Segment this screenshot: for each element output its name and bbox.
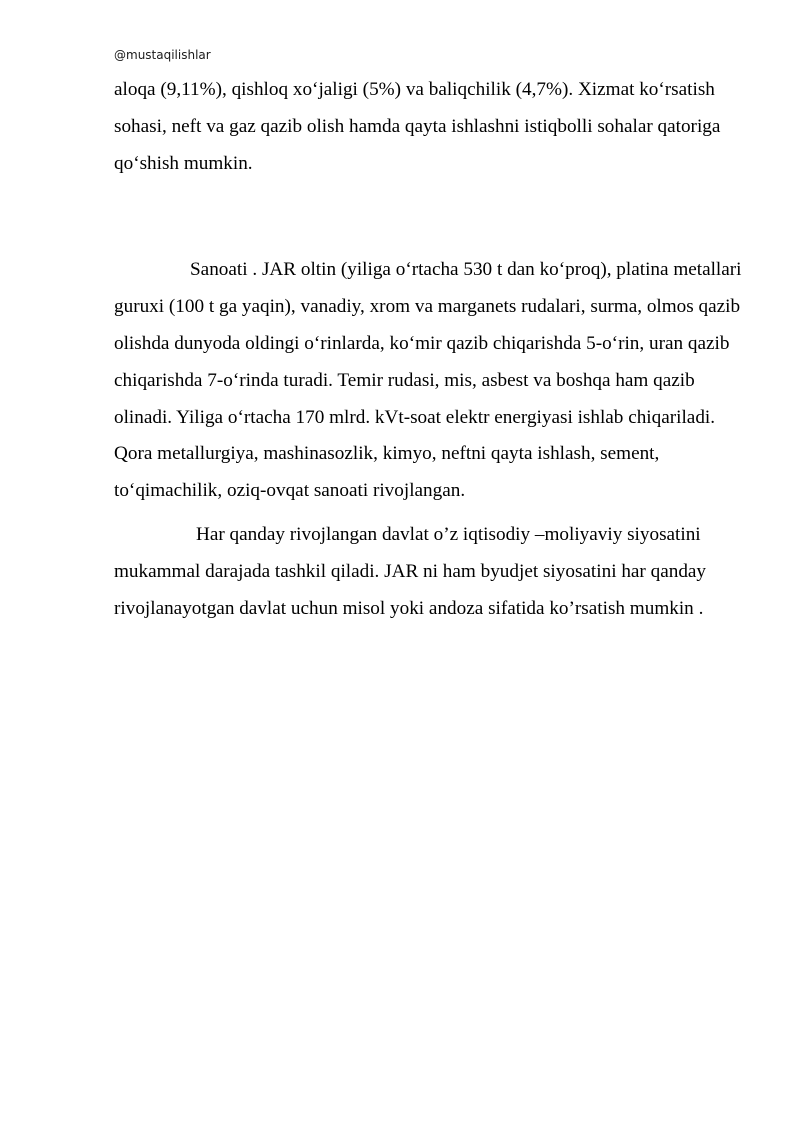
paragraph-fiscal-policy: Har qanday rivojlangan davlat o’z iqtisodiy –moliyaviy siyosatini mukammal darajada tashkil qiladi. JAR ni ham byudjet siyosatini har qanday rivojlanayotgan davlat uchun misol yoki andoza sifatida ko’rsatish mumkin .: [114, 523, 707, 619]
paragraph-services: aloqa (9,11%), qishloq xo‘jaligi (5%) va baliqchilik (4,7%). Xizmat ko‘rsatish sohasi, neft va gaz qazib olish hamda qayta ishlashni istiqbolli sohalar qatoriga qo‘shish mumkin.: [114, 79, 721, 174]
document-body: [114, 72, 754, 627]
paragraph-industry: Sanoati . JAR oltin (yiliga o‘rtacha 530 t dan ko‘proq), platina metallari guruxi (100 t ga yaqin), vanadiy, xrom va marganets rudalari, surma, olmos qazib olishda dunyoda oldingi o‘rinlarda, ko‘mir qazib chiqarishda 5-o‘rin, uran qazib chiqarishda 7-o‘rinda turadi. Temir rudasi, mis, asbest va boshqa ham qazib olinadi. Yiliga o‘rtacha 170 mlrd. kVt-soat elektr energiyasi ishlab chiqariladi. Qora metallurgiya, mashinasozlik, kimyo, neftni qayta ishlash, sement, to‘qimachilik, oziq-ovqat sanoati rivojlangan.: [114, 259, 742, 502]
watermark-handle: @mustaqilishlar: [114, 48, 211, 62]
